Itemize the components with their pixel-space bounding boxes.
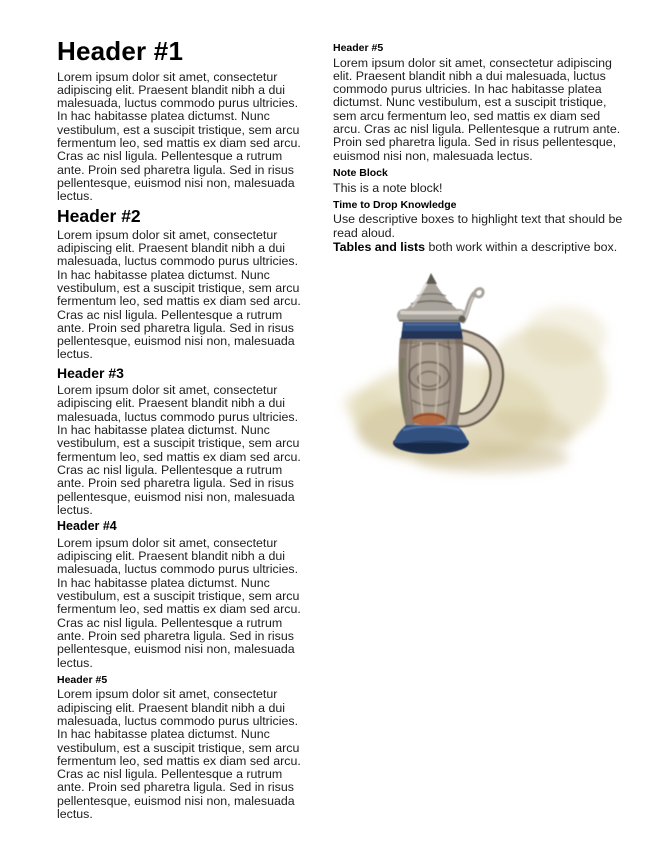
knowledge-text: Use descriptive boxes to highlight text that should be read aloud. [333, 212, 623, 240]
base-shadow [402, 441, 460, 452]
watercolor-wash [343, 306, 607, 473]
lid-hinge [459, 316, 466, 323]
stein-foot [394, 425, 468, 443]
section-3 [57, 366, 311, 517]
section-4 [57, 520, 311, 670]
body-paragraph: Lorem ipsum dolor sit amet, consectetur adipiscing elit. Praesent blandit nibh a dui malesuada, luctus commodo purus ultricies. In hac habitasse platea dictumst. Nunc vestibulum, est a suscipit tristique, sem arcu fermentum leo, sed mattis ex diam sed arcu. Cras ac nisl ligula. Pellentesque a rutrum ante. Proin sed pharetra ligula. Sed in risus pellentesque, euismod nisi non, malesuada lectus. [333, 55, 621, 163]
section-1 [57, 38, 311, 204]
knowledge-title: Time to Drop Knowledge [333, 198, 457, 211]
lid-rim-highlight [400, 311, 463, 315]
section-5 [57, 674, 311, 822]
thumb-lever-curl [474, 289, 483, 297]
note-block-title: Note Block [333, 166, 388, 179]
stein-collar-shade [401, 331, 463, 339]
heading-level-5: Header #5 [333, 42, 384, 54]
heading-level-5: Header #5 [57, 673, 108, 686]
beer-stein-illustration [333, 272, 625, 484]
body-paragraph: Lorem ipsum dolor sit amet, consectetur adipiscing elit. Praesent blandit nibh a dui malesuada, luctus commodo purus ultricies. In hac habitasse platea dictumst. Nunc vestibulum, est a suscipit tristique, sem arcu fermentum leo, sed mattis ex diam sed arcu. Cras ac nisl ligula. Pellentesque a rutrum ante. Proin sed pharetra ligula. Sed in risus pellentesque, euismod nisi non, malesuada lectus. [57, 535, 301, 670]
heading-level-3: Header #3 [57, 364, 124, 381]
body-paragraph: Lorem ipsum dolor sit amet, consectetur adipiscing elit. Praesent blandit nibh a dui malesuada, luctus commodo purus ultricies. In hac habitasse platea dictumst. Nunc vestibulum, est a suscipit tristique, sem arcu fermentum leo, sed mattis ex diam sed arcu. Cras ac nisl ligula. Pellentesque a rutrum ante. Proin sed pharetra ligula. Sed in risus pellentesque, euismod nisi non, malesuada lectus. [57, 383, 301, 517]
tables-note-rest: both work within a descriptive box. [425, 240, 618, 255]
body-paragraph: Lorem ipsum dolor sit amet, consectetur adipiscing elit. Praesent blandit nibh a dui malesuada, luctus commodo purus ultricies. In hac habitasse platea dictumst. Nunc vestibulum, est a suscipit tristique, sem arcu fermentum leo, sed mattis ex diam sed arcu. Cras ac nisl ligula. Pellentesque a rutrum ante. Proin sed pharetra ligula. Sed in risus pellentesque, euismod nisi non, malesuada lectus. [57, 227, 301, 362]
section-2 [57, 207, 311, 362]
stein-finial [426, 273, 437, 284]
heading-level-2: Header #2 [57, 205, 141, 226]
tables-note [333, 241, 625, 254]
note-block-text: This is a note block! [333, 180, 443, 195]
wash-blob [343, 388, 395, 420]
left-column [57, 38, 311, 822]
right-column [333, 38, 625, 484]
body-paragraph: Lorem ipsum dolor sit amet, consectetur adipiscing elit. Praesent blandit nibh a dui malesuada, luctus commodo purus ultricies. In hac habitasse platea dictumst. Nunc vestibulum, est a suscipit tristique, sem arcu fermentum leo, sed mattis ex diam sed arcu. Cras ac nisl ligula. Pellentesque a rutrum ante. Proin sed pharetra ligula. Sed in risus pellentesque, euismod nisi non, malesuada lectus. [57, 69, 301, 204]
body-paragraph: Lorem ipsum dolor sit amet, consectetur adipiscing elit. Praesent blandit nibh a dui malesuada, luctus commodo purus ultricies. In hac habitasse platea dictumst. Nunc vestibulum, est a suscipit tristique, sem arcu fermentum leo, sed mattis ex diam sed arcu. Cras ac nisl ligula. Pellentesque a rutrum ante. Proin sed pharetra ligula. Sed in risus pellentesque, euismod nisi non, malesuada lectus. [57, 687, 301, 822]
heading-level-4: Header #4 [57, 519, 117, 534]
heading-level-1: Header #1 [57, 36, 184, 66]
wash-blob [523, 306, 607, 366]
tables-note-bold: Tables and lists [333, 240, 426, 255]
